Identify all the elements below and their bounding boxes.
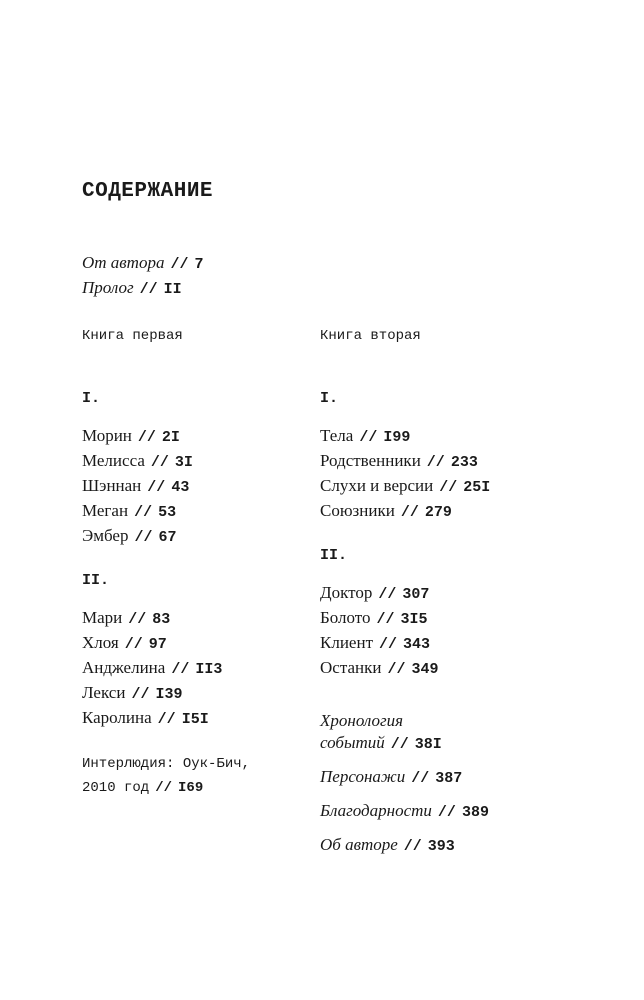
entry-name: Лекси [82, 683, 126, 702]
entry-name: Останки [320, 658, 382, 677]
toc-entry-prologue[interactable] [82, 275, 204, 300]
entry-name: От автора [82, 253, 165, 272]
entry-name: Эмбер [82, 526, 129, 545]
page-number: 387 [435, 770, 463, 787]
toc-entry-about-author[interactable] [320, 832, 550, 857]
book-two-part-2-heading: II. [320, 547, 348, 564]
toc-entry-acknowledgements[interactable] [320, 798, 550, 823]
toc-entry[interactable] [320, 423, 550, 448]
page-number: 25I [463, 479, 491, 496]
page-number: 43 [171, 479, 190, 496]
entry-name: Мелисса [82, 451, 145, 470]
page-number: 349 [411, 661, 439, 678]
toc-entry[interactable] [82, 448, 312, 473]
toc-entry[interactable] [82, 423, 312, 448]
separator: // [439, 479, 458, 496]
toc-entry[interactable] [82, 498, 312, 523]
toc-entry[interactable] [82, 605, 312, 630]
entry-name: Анджелина [82, 658, 166, 677]
entry-name: Родственники [320, 451, 421, 470]
toc-entry[interactable] [320, 448, 550, 473]
page-number: 393 [427, 838, 455, 855]
book-one-column [82, 326, 312, 800]
entry-name: Хронология [320, 711, 404, 730]
separator: // [134, 529, 153, 546]
entry-name: Шэннан [82, 476, 142, 495]
toc-entry[interactable] [82, 630, 312, 655]
separator: // [155, 780, 173, 796]
entry-name: Мари [82, 608, 123, 627]
separator: // [376, 611, 395, 628]
page-number: 307 [402, 586, 430, 603]
book-two-column [320, 326, 550, 857]
toc-entry[interactable] [82, 680, 312, 705]
entry-name: Благодарности [320, 801, 432, 820]
book-one-part-1-heading: I. [82, 390, 101, 407]
entry-name: Хлоя [82, 633, 119, 652]
toc-entry-author-note[interactable] [82, 250, 204, 275]
page-number: 389 [461, 804, 489, 821]
toc-entry[interactable] [82, 473, 312, 498]
page-number: II3 [195, 661, 223, 678]
book-one-part-2-heading: II. [82, 572, 110, 589]
page-title: СОДЕРЖАНИЕ [82, 180, 214, 203]
entry-name: Пролог [82, 278, 134, 297]
toc-entry[interactable] [320, 580, 550, 605]
separator: // [157, 711, 176, 728]
entry-name: Морин [82, 426, 132, 445]
separator: // [378, 586, 397, 603]
intro-list [82, 250, 204, 300]
separator: // [359, 429, 378, 446]
page-number: 53 [158, 504, 177, 521]
separator: // [426, 454, 445, 471]
entry-name: Каролина [82, 708, 152, 727]
entry-name: Об авторе [320, 835, 398, 854]
separator: // [390, 736, 409, 753]
page-number: 38I [414, 736, 442, 753]
entry-name: Доктор [320, 583, 373, 602]
toc-entry-characters[interactable] [320, 764, 550, 789]
toc-entry-chronology[interactable] [320, 710, 550, 754]
toc-entry[interactable] [320, 605, 550, 630]
separator: // [139, 281, 158, 298]
separator: // [134, 504, 153, 521]
entry-name: Меган [82, 501, 129, 520]
toc-entry[interactable] [320, 630, 550, 655]
separator: // [411, 770, 430, 787]
page-number: 97 [148, 636, 167, 653]
entry-name: Персонажи [320, 767, 406, 786]
interlude-year: 2010 год [82, 780, 150, 796]
entry-name: Болото [320, 608, 371, 627]
page-number: 2I [161, 429, 180, 446]
separator: // [124, 636, 143, 653]
toc-entry-interlude[interactable] [82, 752, 292, 800]
separator: // [170, 256, 189, 273]
toc-entry[interactable] [320, 655, 550, 680]
separator: // [400, 504, 419, 521]
separator: // [379, 636, 398, 653]
entry-name: Союзники [320, 501, 395, 520]
page-number: I39 [155, 686, 183, 703]
page-number: 343 [403, 636, 431, 653]
separator: // [147, 479, 166, 496]
page-number: 67 [158, 529, 177, 546]
book-two-part-1-heading: I. [320, 390, 339, 407]
page-number: 233 [450, 454, 478, 471]
toc-entry[interactable] [82, 655, 312, 680]
page-number: I5I [181, 711, 209, 728]
entry-name: Слухи и версии [320, 476, 434, 495]
entry-name-continued: событий [320, 733, 385, 752]
separator: // [171, 661, 190, 678]
page-number: II [163, 281, 182, 298]
page-number: 3I5 [400, 611, 428, 628]
book-one-heading: Книга первая [82, 328, 183, 344]
separator: // [128, 611, 147, 628]
interlude-title: Интерлюдия: Оук-Бич, [82, 756, 251, 772]
entry-name: Клиент [320, 633, 373, 652]
toc-entry[interactable] [320, 473, 550, 498]
toc-entry[interactable] [320, 498, 550, 523]
separator: // [387, 661, 406, 678]
page-number: 279 [424, 504, 452, 521]
separator: // [150, 454, 169, 471]
separator: // [403, 838, 422, 855]
book-two-heading: Книга вторая [320, 328, 421, 344]
separator: // [137, 429, 156, 446]
page-number: 3I [174, 454, 193, 471]
separator: // [437, 804, 456, 821]
page-number: I69 [178, 780, 204, 796]
page-number: 7 [194, 256, 204, 273]
entry-name: Тела [320, 426, 354, 445]
separator: // [131, 686, 150, 703]
page-number: I99 [383, 429, 411, 446]
toc-entry[interactable] [82, 705, 312, 730]
page-number: 83 [152, 611, 171, 628]
toc-entry[interactable] [82, 523, 312, 548]
